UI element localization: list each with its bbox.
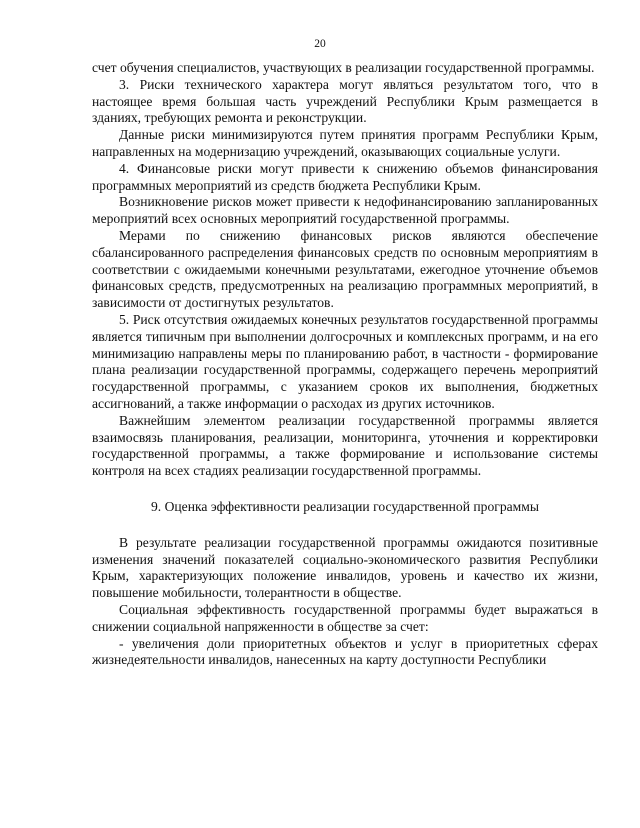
paragraph-expected-changes: В результате реализации государственной программы ожидаются позитивные изменения значений показателей социально-экономического развития Республики Крым, характеризующих положение инвалидов, уровень и качество их жизни, повышение мобильности, толерантности в обществе. <box>92 534 598 601</box>
page-number: 20 <box>314 38 326 50</box>
paragraph-list-item: - увеличения доли приоритетных объектов и услуг в приоритетных сферах жизнедеятельности инвалидов, нанесенных на карту доступности Республики <box>92 635 598 668</box>
paragraph-financial-measures: Мерами по снижению финансовых рисков являются обеспечение сбалансированного распределения финансовых средств по основным мероприятиям в соответствии с ожидаемыми конечными результатами, ежегодное уточнение объемов финансовых средств, предусмотренных на реализацию программных мероприятий, в зависимости от достигнутых результатов. <box>92 227 598 311</box>
document-body <box>92 60 598 669</box>
paragraph-key-element: Важнейшим элементом реализации государственной программы является взаимосвязь планирования, реализации, мониторинга, уточнения и корректировки государственной программы, а также формирование и использование системы контроля на всех стадиях реализации государственной программы. <box>92 412 598 479</box>
paragraph-results-risk: 5. Риск отсутствия ожидаемых конечных результатов государственной программы является типичным при выполнении долгосрочных и комплексных программ, и на его минимизацию направлены меры по планированию работ, в частности - формирование плана реализации государственной программы, содержащего перечень мероприятий государственной программы, с указанием сроков их выполнения, бюджетных ассигнований, а также информации о расходах из других источников. <box>92 311 598 411</box>
paragraph-technical-risks: 3. Риски технического характера могут являться результатом того, что в настоящее время большая часть учреждений Республики Крым размещается в зданиях, требующих ремонта и реконструкции. <box>92 76 598 126</box>
paragraph-continuation: счет обучения специалистов, участвующих в реализации государственной программы. <box>92 60 595 75</box>
section-heading: 9. Оценка эффективности реализации государственной программы <box>151 498 539 514</box>
paragraph-risk-minimization: Данные риски минимизируются путем принятия программ Республики Крым, направленных на модернизацию учреждений, оказывающих социальные услуги. <box>92 127 598 159</box>
paragraph-social-efficiency: Социальная эффективность государственной программы будет выражаться в снижении социальной напряженности в обществе за счет: <box>92 601 598 634</box>
paragraph-financial-risks: 4. Финансовые риски могут привести к снижению объемов финансирования программных мероприятий из средств бюджета Республики Крым. <box>92 160 598 193</box>
paragraph-underfunding: Возникновение рисков может привести к недофинансированию запланированных мероприятий всех основных мероприятий государственной программы. <box>92 194 598 227</box>
